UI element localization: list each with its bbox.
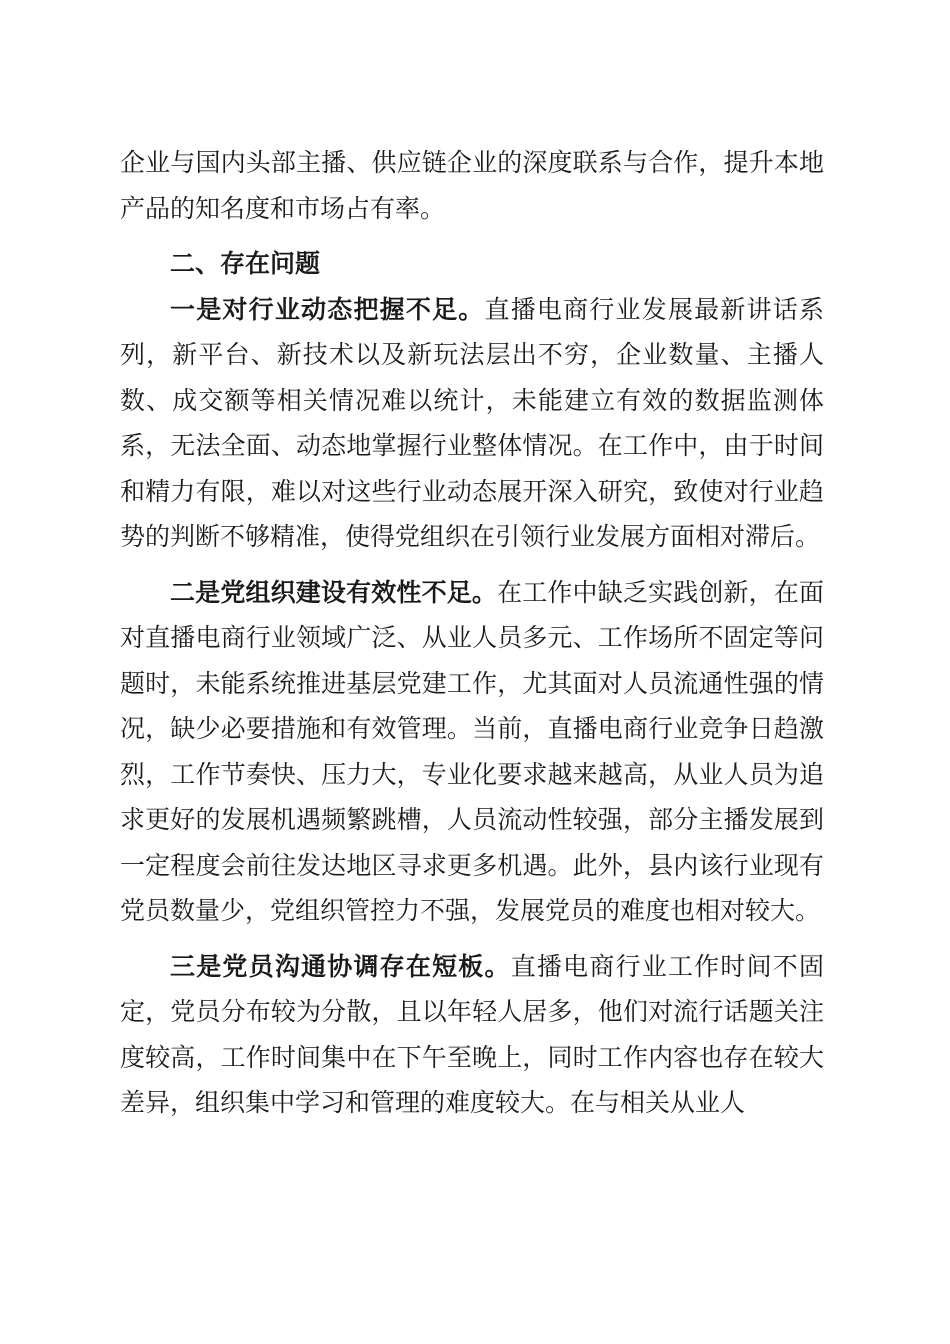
problem-body-2: 在工作中缺乏实践创新，在面对直播电商行业领域广泛、从业人员多元、工作场所不固定等问题时，未能系统推进基层党建工作，尤其面对人员流通性强的情况，缺少必要措施和有效管理。当前，直播电商行业竞争日趋激烈，工作节奏快、压力大，专业化要求越来越高，从业人员为追求更好的发展机遇频繁跳槽，人员流动性较强，部分主播发展到一定程度会前往发达地区寻求更多机遇。此外，县内该行业现有党员数量少，党组织管控力不强，发展党员的难度也相对较大。	[120, 577, 824, 925]
problem-paragraph-3	[120, 944, 824, 1126]
problem-body-1: 直播电商行业发展最新讲话系列，新平台、新技术以及新玩法层出不穷，企业数量、主播人数、成交额等相关情况难以统计，未能建立有效的数据监测体系，无法全面、动态地掌握行业整体情况。在工作中，由于时间和精力有限，难以对这些行业动态展开深入研究，致使对行业趋势的判断不够精准，使得党组织在引领行业发展方面相对滞后。	[120, 294, 824, 551]
problem-paragraph-1	[120, 287, 824, 560]
document-page	[120, 140, 824, 1126]
problem-lead-3: 三是党员沟通协调存在短板。	[170, 951, 511, 981]
section-heading: 二、存在问题	[170, 249, 321, 278]
problem-body-3: 直播电商行业工作时间不固定，党员分布较为分散，且以年轻人居多，他们对流行话题关注度较高，工作时间集中在下午至晚上，同时工作内容也存在较大差异，组织集中学习和管理的难度较大。在与相关从业人	[120, 951, 824, 1117]
problem-paragraph-2	[120, 570, 824, 934]
problem-lead-1: 一是对行业动态把握不足。	[170, 294, 485, 324]
intro-paragraph: 企业与国内头部主播、供应链企业的深度联系与合作，提升本地产品的知名度和市场占有率。	[120, 148, 824, 223]
problem-lead-2: 二是党组织建设有效性不足。	[170, 577, 498, 607]
